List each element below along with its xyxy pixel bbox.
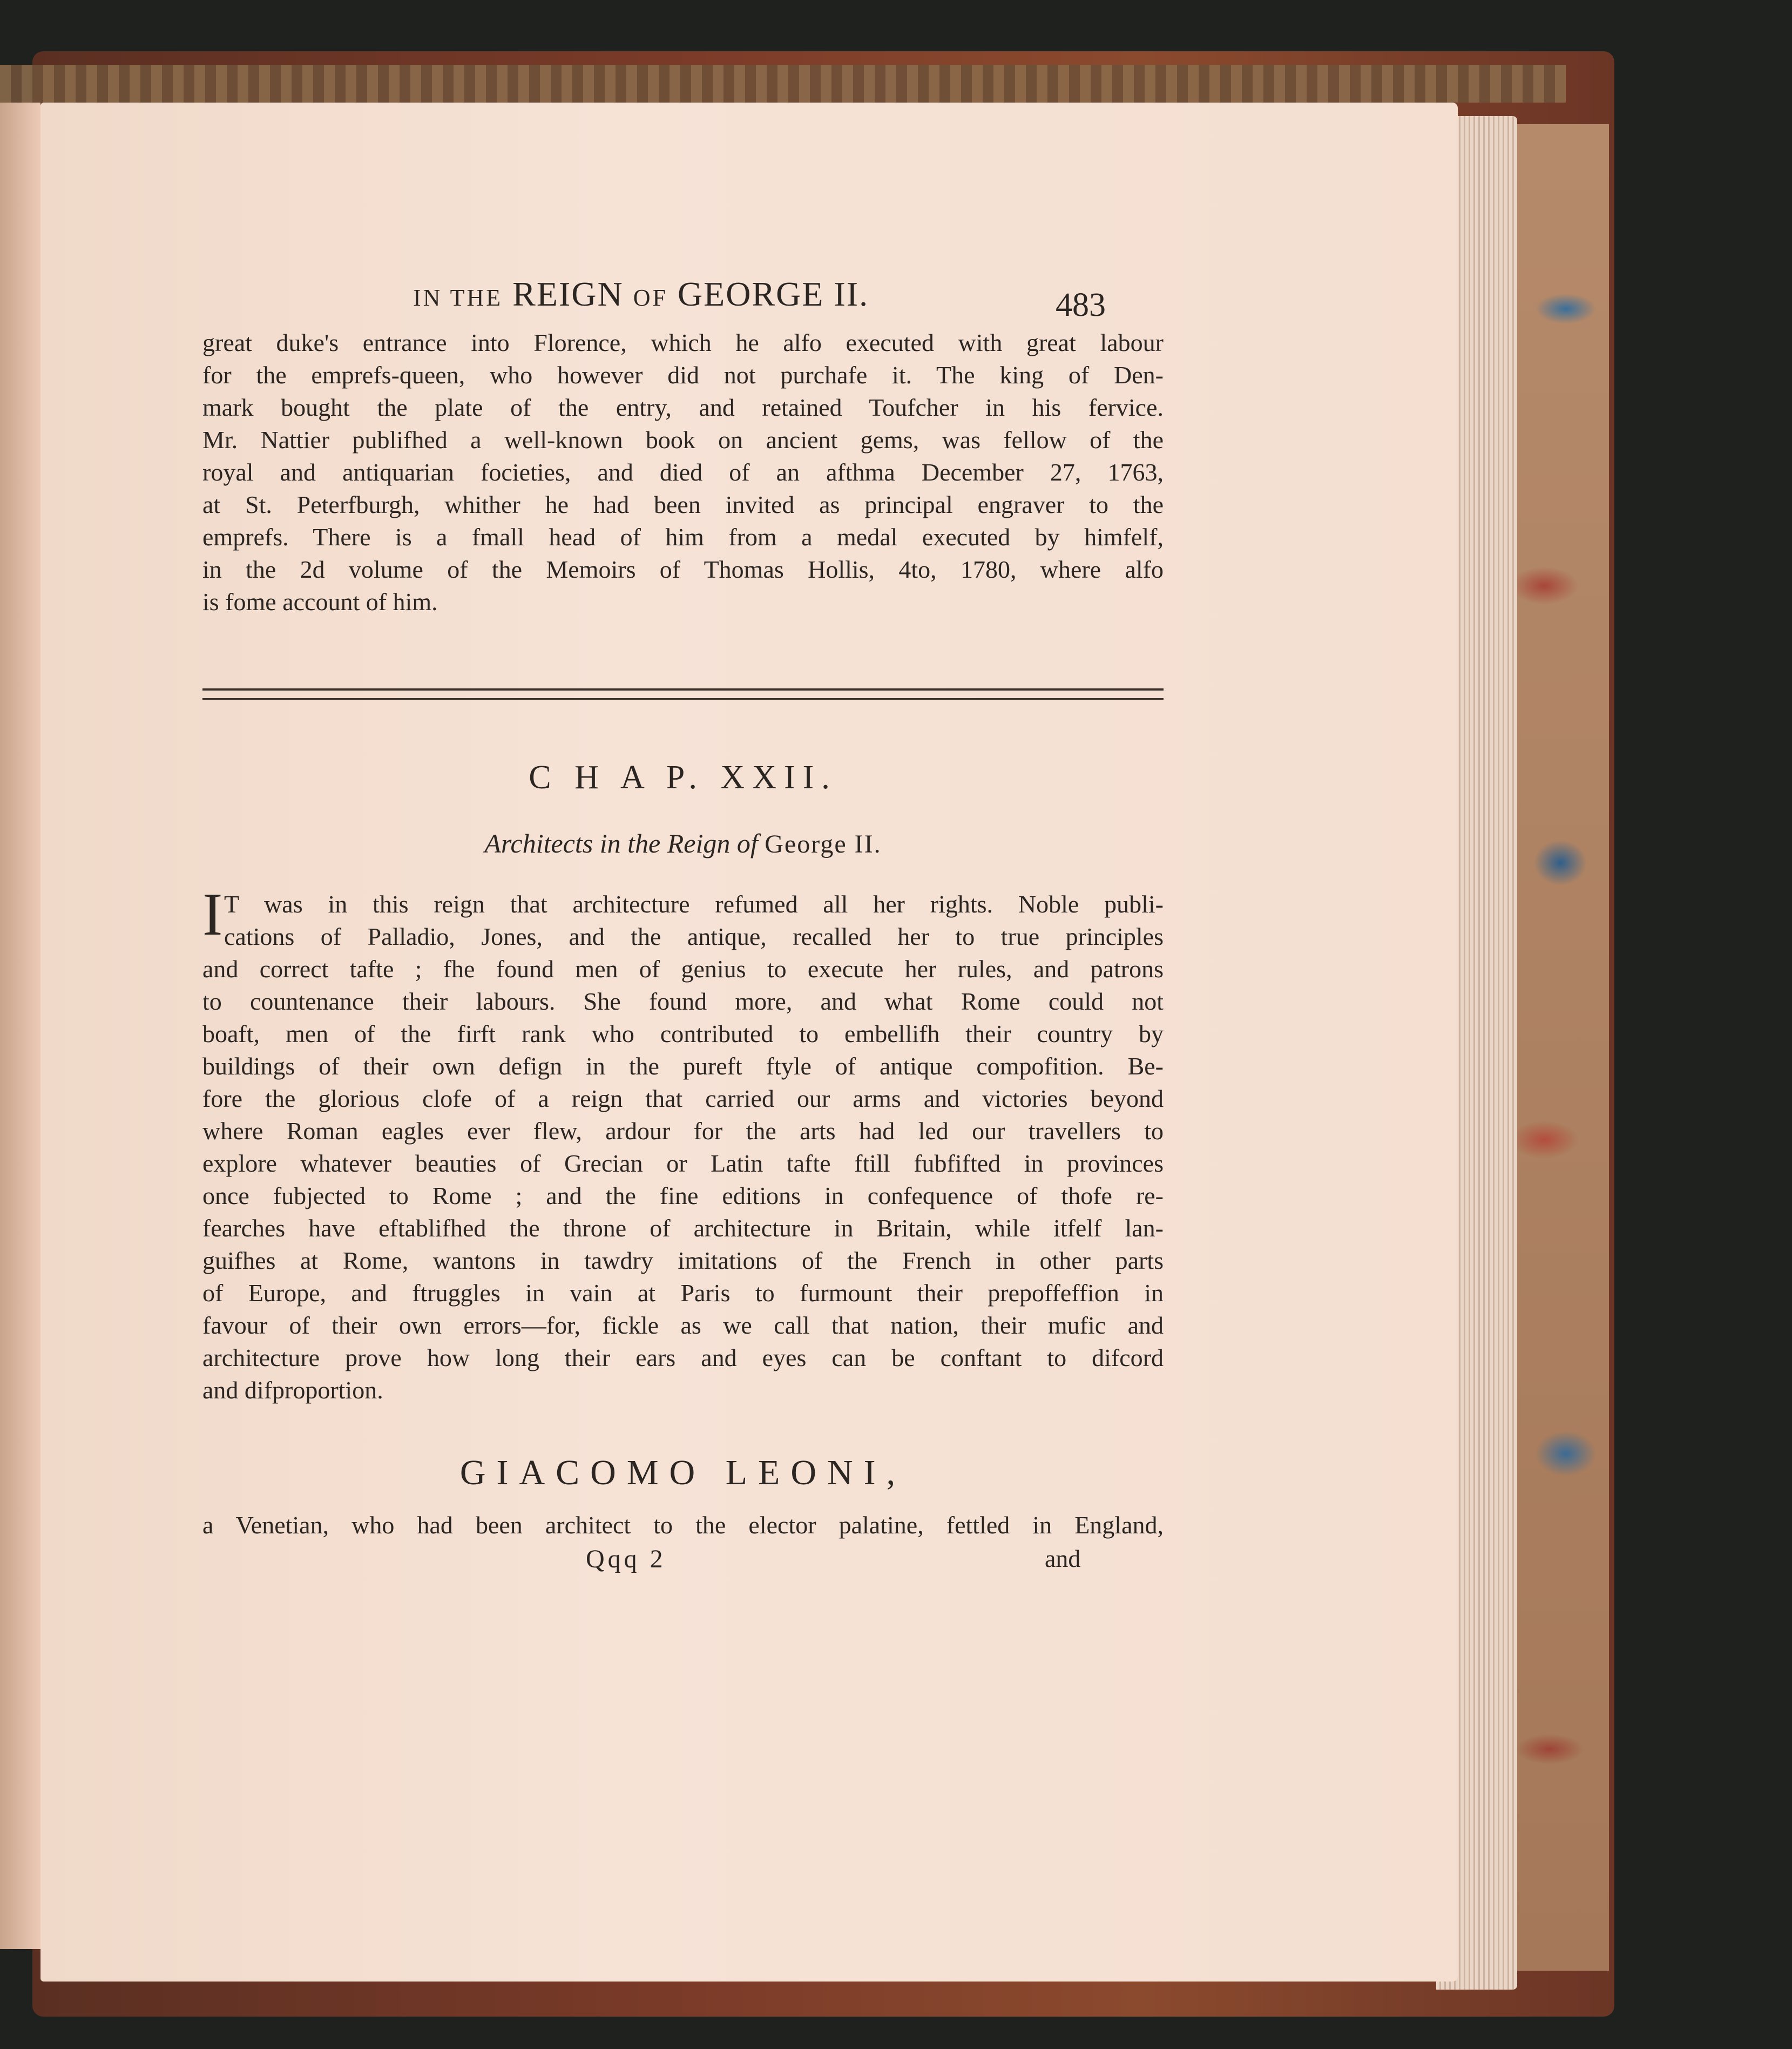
text-line: boaft, men of the firft rank who contributed to embellifh their country by: [202, 1020, 1164, 1047]
drop-cap: I: [202, 881, 223, 948]
text-line: guifhes at Rome, wantons in tawdry imitations of the French in other parts: [202, 1247, 1164, 1274]
text-line: fearches have eftablifhed the throne of architecture in Britain, while itfelf lan-: [202, 1214, 1164, 1242]
text-line: for the emprefs-queen, who however did not purchafe it. The king of Den-: [202, 361, 1164, 389]
architect-intro: [202, 1509, 1164, 1541]
text-line: architecture prove how long their ears and eyes can be conftant to difcord: [202, 1344, 1164, 1371]
book-head-edge: [0, 65, 1566, 103]
text-line: and difproportion.: [202, 1376, 383, 1404]
catchword: and: [1045, 1545, 1081, 1572]
text-line: once fubjected to Rome ; and the fine editions in confequence of thofe re-: [202, 1182, 1164, 1209]
text-line: where Roman eagles ever flew, ardour for the arts had led our travellers to: [202, 1117, 1164, 1145]
text-line: fore the glorious clofe of a reign that carried our arms and victories beyond: [202, 1085, 1164, 1112]
carry-over-paragraph: [202, 327, 1164, 618]
marbled-endpaper: [1501, 124, 1609, 1971]
text-line: buildings of their own defign in the pureft ftyle of antique compofition. Be-: [202, 1052, 1164, 1080]
book-page: [40, 103, 1458, 1982]
text-line: Mr. Nattier publifhed a well-known book on ancient gems, was fellow of the: [202, 426, 1164, 454]
text-line: in the 2d volume of the Memoirs of Thomas Hollis, 4to, 1780, where alfo: [202, 556, 1164, 583]
signature-mark: Qqq 2: [586, 1545, 666, 1573]
text-line: at St. Peterfburgh, whither he had been invited as principal engraver to the: [202, 491, 1164, 518]
chapter-title: C H A P. XXII.: [529, 759, 837, 796]
chapter-subtitle: Architects in the Reign of George II.: [484, 828, 882, 858]
facing-page-edge: [0, 103, 40, 1949]
running-head: IN THE REIGN OF GEORGE II.: [413, 275, 869, 313]
page-number: 483: [1056, 287, 1106, 323]
text-line: mark bought the plate of the entry, and retained Toufcher in his fervice.: [202, 394, 1164, 421]
text-line: a Venetian, who had been architect to the elector palatine, fettled in England,: [202, 1511, 1164, 1539]
text-line: explore whatever beauties of Grecian or Latin tafte ftill fubfifted in provinces: [202, 1149, 1164, 1177]
text-line: T was in this reign that architecture refumed all her rights. Noble publi-: [224, 890, 1164, 918]
text-line: and correct tafte ; fhe found men of genius to execute her rules, and patrons: [202, 955, 1164, 983]
text-line: to countenance their labours. She found more, and what Rome could not: [202, 988, 1164, 1015]
text-line: emprefs. There is a fmall head of him from a medal executed by himfelf,: [202, 523, 1164, 551]
text-line: of Europe, and ftruggles in vain at Paris to furmount their prepoffeffion in: [202, 1279, 1164, 1307]
intro-paragraph: [202, 888, 1164, 1406]
text-line: cations of Palladio, Jones, and the antique, recalled her to true principles: [224, 923, 1164, 950]
text-line: great duke's entrance into Florence, which he alfo executed with great labour: [202, 329, 1164, 356]
section-rule: [202, 688, 1164, 700]
text-line: favour of their own errors—for, fickle as we call that nation, their mufic and: [202, 1311, 1164, 1339]
text-line: royal and antiquarian focieties, and died of an afthma December 27, 1763,: [202, 458, 1164, 486]
architect-heading: GIACOMO LEONI,: [459, 1453, 907, 1492]
text-line: is fome account of him.: [202, 588, 438, 616]
